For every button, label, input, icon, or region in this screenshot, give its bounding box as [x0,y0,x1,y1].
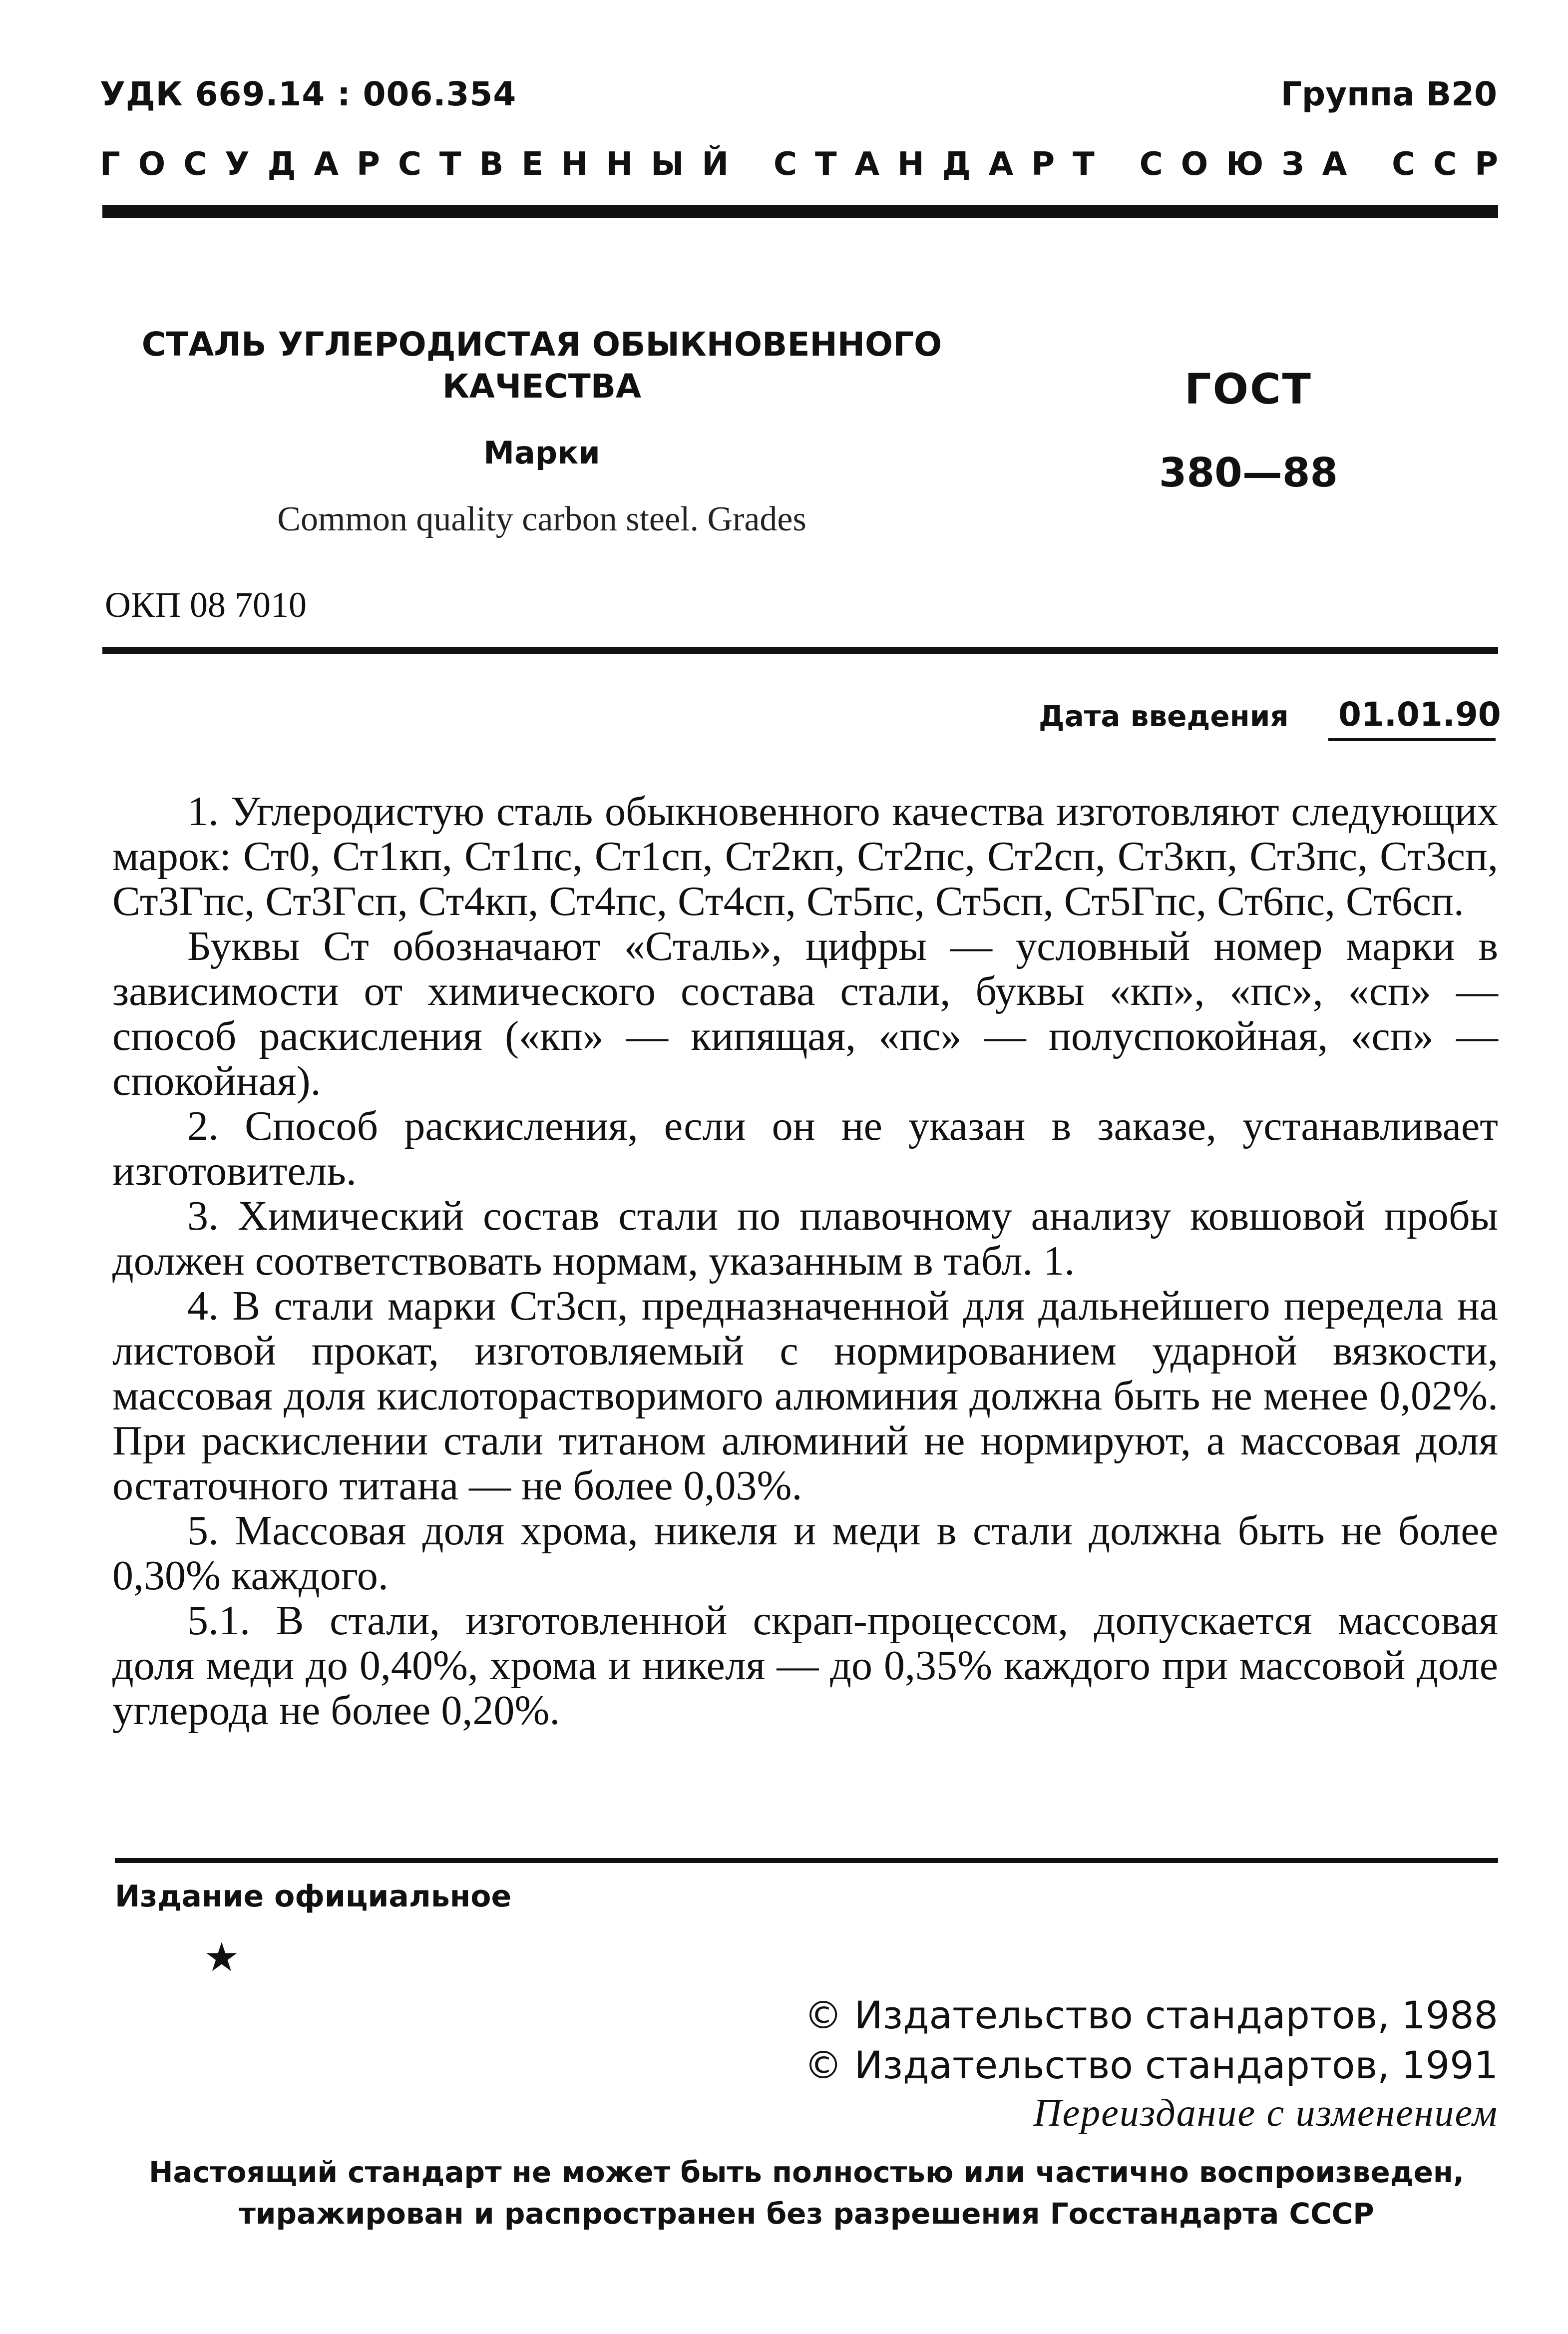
english-title: Common quality carbon steel. Grades [277,500,806,538]
gost-number: 380—88 [1159,450,1338,496]
paragraph: 5.1. В стали, изготовленной скрап-процессом, допускается массовая доля меди до 0,40%, хрома и никеля — до 0,35% каждого при массовой доле углерода не более 0,20%. [112,1597,1498,1734]
reproduction-notice-line1: Настоящий стандарт не может быть полностью или частично воспроизведен, [148,2155,1465,2189]
group-code: Группа В20 [1280,75,1497,113]
heading-word: С О Ю З А [1139,146,1347,183]
middle-rule [102,647,1498,654]
paragraph: 1. Углеродистую сталь обыкновенного качества изготовляют следующих марок: Ст0, Ст1кп, Ст1пс, Ст1сп, Ст2кп, Ст2пс, Ст2сп, Ст3кп, Ст3пс, Ст3сп, Ст3Гпс, Ст3Гсп, Ст4кп, Ст4пс, Ст4сп, Ст5пс, Ст5сп, Ст5Гпс, Ст6пс, Ст6сп. [112,788,1498,925]
heading-word: С Т А Н Д А Р Т [773,146,1095,183]
bottom-rule [115,1858,1498,1863]
paragraph: 2. Способ раскисления, если он не указан в заказе, устанавливает изготовитель. [112,1103,1498,1194]
document-subtitle: Марки [483,435,600,471]
introduction-date-value: 01.01.90 [1338,695,1501,734]
okp-code: ОКП 08 7010 [105,585,307,625]
udk-code: УДК 669.14 : 006.354 [100,75,517,113]
document-title-line1: СТАЛЬ УГЛЕРОДИСТАЯ ОБЫКНОВЕННОГО [141,325,942,364]
document-title-line2: КАЧЕСТВА [442,367,642,406]
heading-word: Г О С У Д А Р С Т В Е Н Н Ы Й [100,146,729,183]
reproduction-notice-line2: тиражирован и распространен без разрешения Госстандарта СССР [239,2197,1374,2231]
copyright-1988: © Издательство стандартов, 1988 [804,1993,1498,2037]
paragraph: 3. Химический состав стали по плавочному анализу ковшовой пробы должен соответствовать нормам, указанным в табл. 1. [112,1193,1498,1284]
official-edition-label: Издание официальное [115,1879,512,1914]
paragraph: Буквы Ст обозначают «Сталь», цифры — условный номер марки в зависимости от химического состава стали, буквы «кп», «пс», «сп» — способ раскисления («кп» — кипящая, «пс» — полуспокойная, «сп» — спокойная). [112,923,1498,1104]
reissue-note: Переиздание с изменением [1033,2091,1498,2134]
copyright-1991: © Издательство стандартов, 1991 [804,2043,1498,2087]
gost-label: ГОСТ [1184,365,1312,414]
date-underline [1328,738,1496,741]
organization-heading [100,146,1498,183]
body-text [112,789,1498,1733]
paragraph: 4. В стали марки Ст3сп, предназначенной для дальнейшего передела на листовой прокат, изготовляемый с нормированием ударной вязкости, массовая доля кислоторастворимого алюминия должна быть не менее 0,02%. При раскислении стали титаном алюминий не нормируют, а массовая доля остаточного титана — не более 0,03%. [112,1283,1498,1509]
star-icon: ★ [204,1936,240,1980]
heading-word: С С Р [1392,146,1498,183]
top-rule [102,205,1498,218]
paragraph: 5. Массовая доля хрома, никеля и меди в стали должна быть не более 0,30% каждого. [112,1507,1498,1599]
introduction-date-label: Дата введения [1039,699,1289,733]
